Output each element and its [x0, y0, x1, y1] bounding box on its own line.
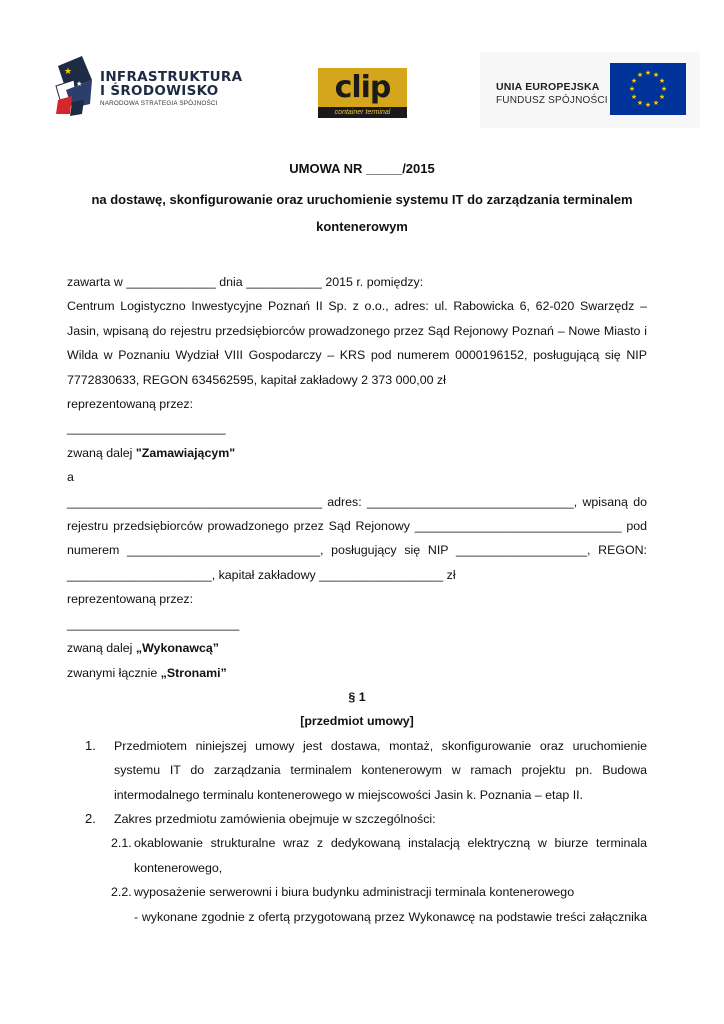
party2-line4: _____________________, kapitał zakładowy __________________ zł: [67, 567, 456, 582]
svg-text:★: ★: [644, 101, 652, 109]
section-number: § 1: [348, 689, 366, 704]
sub-list-item-number: 2.1.: [111, 836, 132, 851]
sub-list-item-number: 2.2.: [111, 885, 132, 900]
party1-details: Centrum Logistyczno Inwestycyjne Poznań II Sp. z o.o., adres: ul. Rabowicka 6, 62-020 Swarzędz – Jasin, wpisaną do rejestru przedsiębiorców prowadzonego przez Sąd Rejonowy Poznań – Nowe Miasto i Wilda w Poznaniu Wydział VIII Gospodarczy – KRS pod numerem 0000196152, posługującą się NIP 7772830633, REGON 634562595, kapitał zakładowy 2 373 000,00 zł: [67, 299, 647, 387]
party1-designation: zwaną dalej "Zamawiającym": [67, 445, 236, 460]
svg-text:★: ★: [64, 67, 73, 77]
svg-text:★: ★: [636, 71, 644, 79]
infra-line2: I ŚRODOWISKO: [100, 83, 219, 99]
svg-text:★: ★: [630, 93, 638, 101]
party1-represented-label: reprezentowaną przez:: [67, 397, 194, 412]
concluded-line: zawarta w _____________ dnia ___________ 2015 r. pomiędzy:: [67, 275, 424, 289]
contract-subject-title-cont: kontenerowym: [316, 219, 408, 234]
svg-text:★: ★: [660, 85, 668, 93]
clip-subtext: container terminal: [318, 107, 407, 118]
list-item: [67, 734, 647, 807]
infra-line1: INFRASTRUKTURA: [100, 69, 243, 85]
conjunction: a: [67, 470, 74, 485]
party2-represented-label: reprezentowaną przez:: [67, 592, 194, 607]
eu-flag-icon: [610, 63, 686, 115]
party1-signature-line: _______________________: [67, 421, 226, 436]
infrastruktura-emblem-icon: [52, 56, 96, 118]
party1-name: "Zamawiającym": [135, 445, 236, 460]
svg-text:★: ★: [652, 99, 660, 107]
svg-text:★: ★: [658, 77, 666, 85]
sub-list-item-text: wyposażenie serwerowni i biura budynku administracji terminala kontenerowego: [134, 885, 575, 900]
party2-line1: _____________________________________ adres: ______________________________, wpisaną do: [67, 494, 647, 509]
clip-logo: [318, 68, 407, 118]
sub-list-item: [67, 880, 647, 904]
party2-line3: numerem ____________________________, posługujący się NIP ___________________, REGON:: [67, 543, 647, 558]
eu-logo: [480, 52, 700, 128]
svg-text:★: ★: [658, 93, 666, 101]
parties-name: „Stronami”: [160, 665, 227, 680]
infrastruktura-logo: [52, 56, 243, 118]
parties-designation: zwanymi łącznie „Stronami”: [67, 665, 227, 680]
list-item: [67, 807, 647, 831]
infra-line3: NARODOWA STRATEGIA SPÓJNOŚCI: [100, 100, 218, 107]
clip-text: clip: [334, 70, 391, 105]
svg-text:★: ★: [644, 69, 652, 77]
party2-name: „Wykonawcą”: [135, 641, 219, 656]
party2-designation: zwaną dalej „Wykonawcą”: [67, 641, 219, 656]
svg-text:★: ★: [652, 71, 660, 79]
contract-body: [67, 270, 647, 929]
svg-text:★: ★: [636, 99, 644, 107]
list-item-text: Przedmiotem niniejszej umowy jest dostawa, montaż, skonfigurowanie oraz uruchomienie systemu IT do zarządzania terminalem kontenerowym w ramach projektu pn. Budowa intermodalnego terminalu kontenerowego w miejscowości Jasin k. Poznania – etap II.: [114, 738, 647, 802]
party2-line2: rejestru przedsiębiorców prowadzonego przez Sąd Rejonowy ______________________________ pod: [67, 519, 647, 534]
svg-text:★: ★: [628, 85, 636, 93]
svg-text:★: ★: [630, 77, 638, 85]
list-item-number: 1.: [85, 737, 96, 753]
svg-text:★: ★: [76, 80, 83, 88]
contract-subject-title: na dostawę, skonfigurowanie oraz uruchomienie systemu IT do zarządzania terminalem: [91, 192, 633, 207]
contract-number-title: UMOWA NR _____/2015: [289, 161, 435, 176]
logo-header: [0, 0, 724, 140]
party2-signature-line: _________________________: [67, 616, 240, 631]
dash-note: - wykonane zgodnie z ofertą przygotowaną przez Wykonawcę na podstawie treści załącznika: [134, 909, 647, 924]
list-item-text: Zakres przedmiotu zamówienia obejmuje w szczególności:: [114, 811, 436, 826]
sub-list-item-text: okablowanie strukturalne wraz z dedykowaną instalacją elektryczną w biurze terminala kontenerowego,: [134, 836, 647, 875]
sub-list-item: [67, 831, 647, 880]
eu-line1: UNIA EUROPEJSKA: [496, 81, 600, 93]
list-item-number: 2.: [85, 810, 96, 826]
section-title: [przedmiot umowy]: [300, 714, 414, 729]
eu-line2: FUNDUSZ SPÓJNOŚCI: [496, 95, 608, 106]
